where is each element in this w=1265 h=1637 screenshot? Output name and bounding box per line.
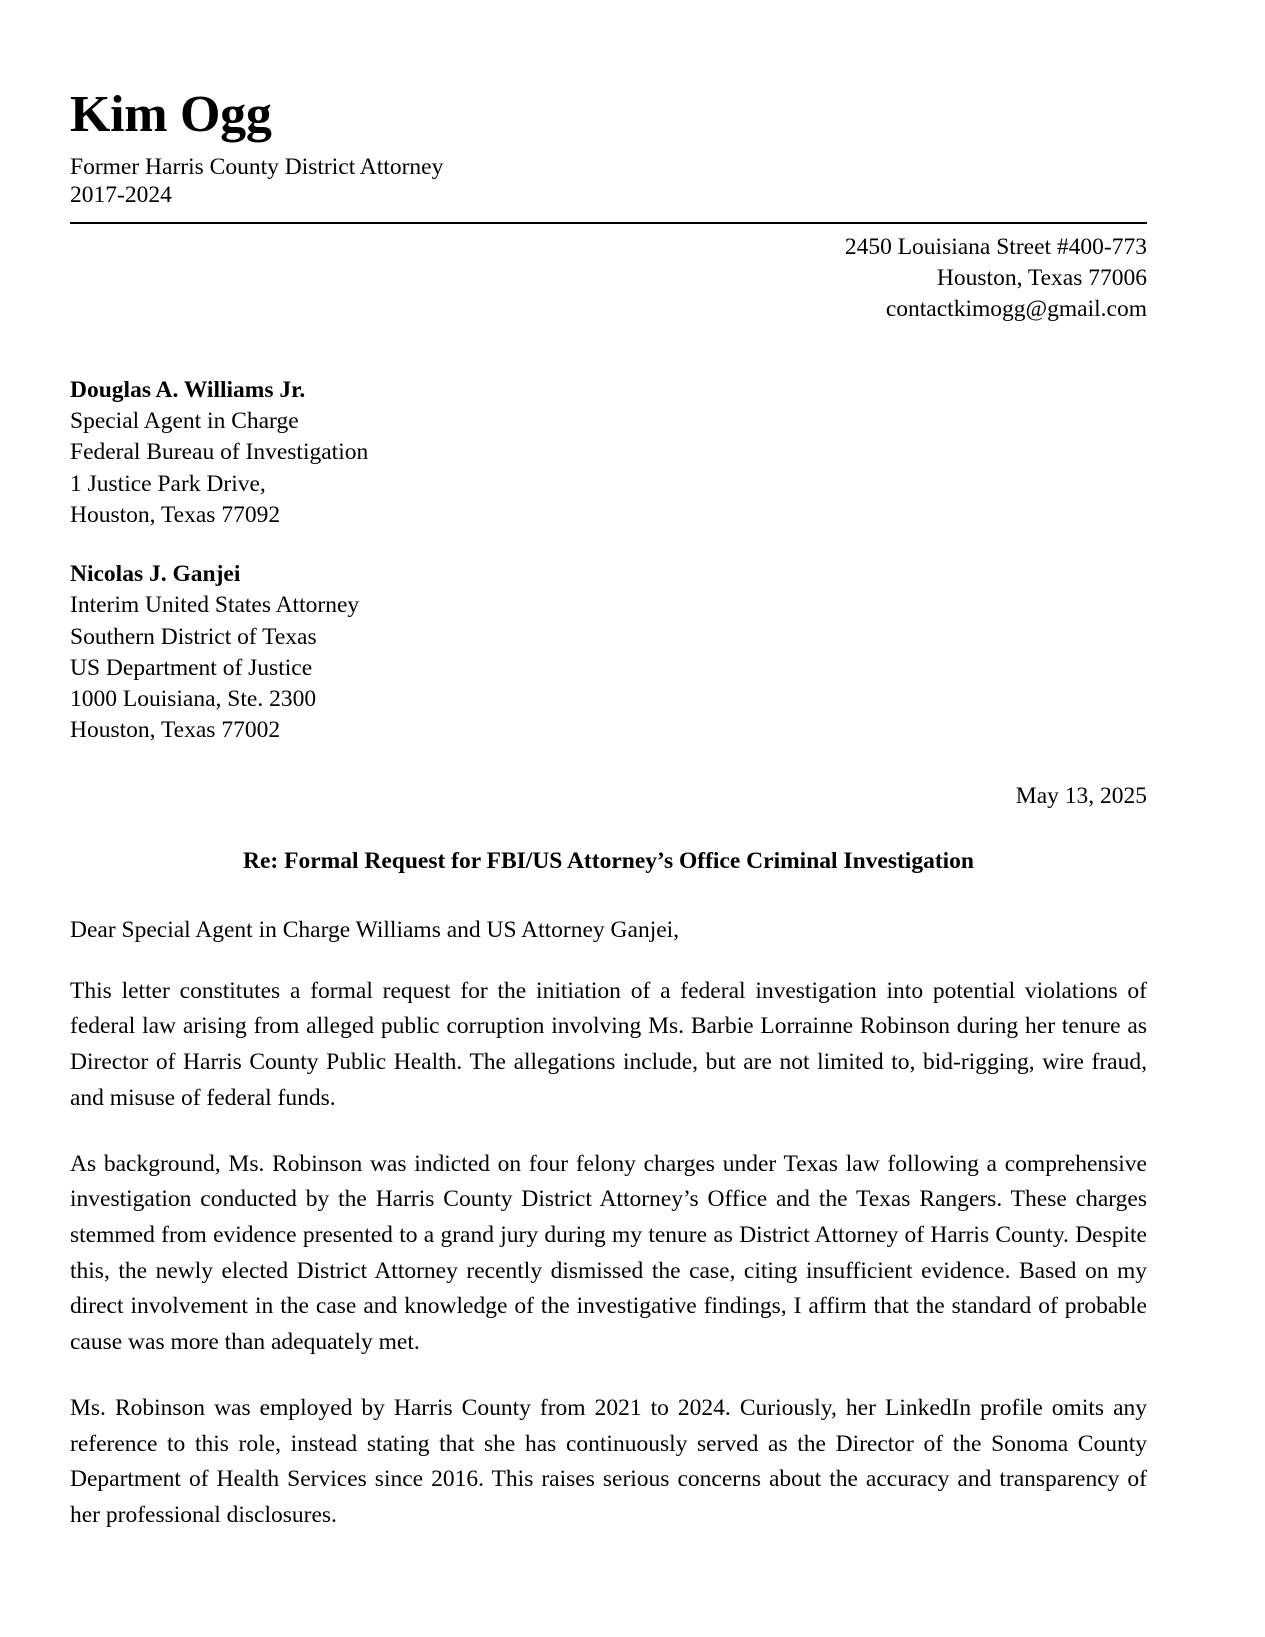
salutation: Dear Special Agent in Charge Williams and US Attorney Ganjei, (70, 916, 680, 943)
recipient-line: Houston, Texas 77092 (70, 501, 281, 528)
contact-street: 2450 Louisiana Street #400-773 (844, 233, 1147, 260)
recipient-line: US Department of Justice (70, 654, 313, 681)
recipient-name: Nicolas J. Ganjei (70, 561, 241, 588)
recipient-name: Douglas A. Williams Jr. (70, 376, 306, 403)
subject-line: Re: Formal Request for FBI/US Attorney’s Office Criminal Investigation (242, 847, 974, 874)
recipient-line: Special Agent in Charge (70, 408, 299, 435)
recipient-block-ganjei (70, 559, 1147, 747)
contact-city-state-zip: Houston, Texas 77006 (936, 264, 1147, 291)
body-paragraph: This letter constitutes a formal request for the initiation of a federal investigation into potential violations of federal law arising from alleged public corruption involving Ms. Barbie Lorrainne Robinson during her tenure as Director of Harris County Public Health. The allegations include, but are not limited to, bid-rigging, wire fraud, and misuse of federal funds. (70, 977, 1147, 1111)
recipient-line: 1 Justice Park Drive, (70, 470, 266, 497)
recipient-line: Federal Bureau of Investigation (70, 439, 369, 466)
letterhead-divider (70, 222, 1147, 224)
letterhead-name: Kim Ogg (70, 86, 272, 143)
letterhead (70, 88, 1147, 224)
recipient-block-williams (70, 375, 1147, 531)
recipient-addresses (70, 375, 1147, 747)
letterhead-title: Former Harris County District Attorney (70, 153, 444, 180)
contact-block (70, 232, 1147, 325)
letterhead-years: 2017-2024 (70, 182, 172, 209)
recipient-line: Houston, Texas 77002 (70, 717, 281, 744)
letter-date: May 13, 2025 (1015, 782, 1147, 809)
body-paragraph: Ms. Robinson was employed by Harris County from 2021 to 2024. Curiously, her LinkedIn profile omits any reference to this role, instead stating that she has continuously served as the Director of the Sonoma County Department of Health Services since 2016. This raises serious concerns about the accuracy and transparency of her professional disclosures. (70, 1394, 1147, 1529)
recipient-line: Southern District of Texas (70, 623, 317, 650)
recipient-line: Interim United States Attorney (70, 592, 360, 619)
recipient-line: 1000 Louisiana, Ste. 2300 (70, 686, 317, 713)
contact-email: contactkimogg@gmail.com (885, 295, 1147, 322)
body-paragraph: As background, Ms. Robinson was indicted on four felony charges under Texas law following a comprehensive investigation conducted by the Harris County District Attorney’s Office and the Texas Rangers. These charges stemmed from evidence presented to a grand jury during my tenure as District Attorney of Harris County. Despite this, the newly elected District Attorney recently dismissed the case, citing insufficient evidence. Based on my direct involvement in the case and knowledge of the investigative findings, I affirm that the standard of probable cause was more than adequately met. (70, 1150, 1147, 1356)
